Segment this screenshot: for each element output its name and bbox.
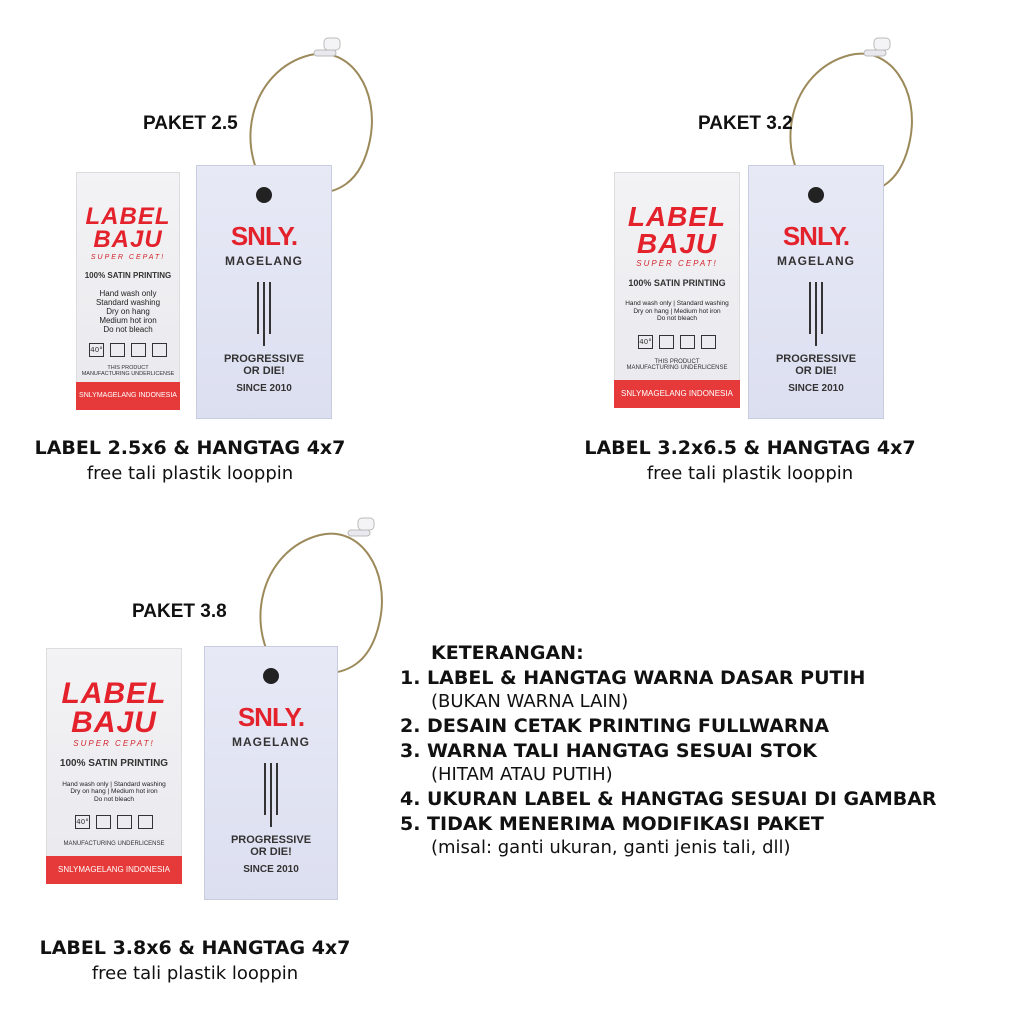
satin-label xyxy=(76,172,180,410)
care-list xyxy=(614,300,740,322)
label-footer-band: SNLYMAGELANG INDONESIA xyxy=(46,856,182,884)
keterangan-item-note: (BUKAN WARNA LAIN) xyxy=(431,691,629,712)
care-line: Hand wash only | Standard washing xyxy=(625,300,729,308)
hangtag-hole-icon xyxy=(256,187,272,203)
care-icons xyxy=(614,335,740,349)
label-tagline: SUPER CEPAT! xyxy=(73,739,155,748)
label-brand-line1: LABEL xyxy=(627,201,727,232)
hangtag-city: MAGELANG xyxy=(777,254,855,268)
caption-main: LABEL 3.8x6 & HANGTAG 4x7 xyxy=(39,937,351,959)
hangtag-hole-icon xyxy=(263,668,279,684)
keterangan-section xyxy=(400,642,1010,858)
care-line: Dry on hang | Medium hot iron xyxy=(70,788,158,796)
tumble-dry-icon xyxy=(131,343,146,357)
care-list xyxy=(76,289,180,335)
hangtag-slogan-2: OR DIE! xyxy=(243,364,285,377)
hangtag xyxy=(196,165,332,419)
care-line: Do not bleach xyxy=(93,795,135,803)
hangtag-logo: SNLY. xyxy=(230,221,298,251)
hangtag-since: SINCE 2010 xyxy=(243,864,299,876)
hangtag-city: MAGELANG xyxy=(232,735,310,749)
satin-label xyxy=(46,648,182,884)
label-tagline: SUPER CEPAT! xyxy=(636,259,718,269)
hangtag-lines-icon xyxy=(196,282,332,346)
wash-40-icon: 40° xyxy=(75,815,90,829)
hangtag xyxy=(204,646,338,900)
iron-icon xyxy=(96,815,111,829)
hangtag-hole-icon xyxy=(808,187,824,203)
no-bleach-icon xyxy=(152,343,167,357)
paket-title: PAKET 2.5 xyxy=(143,113,238,134)
iron-icon xyxy=(110,343,125,357)
tumble-dry-icon xyxy=(117,815,132,829)
care-line: Medium hot iron xyxy=(99,316,157,326)
hangtag-slogan-1: PROGRESSIVE xyxy=(230,834,312,846)
caption-sub: free tali plastik looppin xyxy=(86,463,294,484)
care-line: Hand wash only xyxy=(99,288,157,298)
manufacturing-line: THIS PRODUCT xyxy=(107,364,149,371)
keterangan-item: 1. LABEL & HANGTAG WARNA DASAR PUTIH xyxy=(400,667,866,689)
hangtag-slogan-1: PROGRESSIVE xyxy=(775,353,857,365)
label-brand-line2: BAJU xyxy=(71,705,157,739)
manufacturing-line: MANUFACTURING UNDERLICENSE xyxy=(626,365,728,372)
caption-main: LABEL 3.2x6.5 & HANGTAG 4x7 xyxy=(584,437,916,459)
label-brand-line2: BAJU xyxy=(93,225,163,253)
tumble-dry-icon xyxy=(680,335,695,349)
hangtag-slogan-1: PROGRESSIVE xyxy=(223,353,305,365)
hangtag-slogan-2: OR DIE! xyxy=(250,845,292,858)
wash-40-icon: 40° xyxy=(638,335,653,349)
manufacturing-line: MANUFACTURING UNDERLICENSE xyxy=(63,841,165,848)
hangtag-lines-icon xyxy=(748,282,884,346)
care-icons xyxy=(46,815,182,829)
caption-sub: free tali plastik looppin xyxy=(646,463,854,484)
iron-icon xyxy=(659,335,674,349)
manufacturing-line: THIS PRODUCT xyxy=(654,358,700,365)
label-satin: 100% SATIN PRINTING xyxy=(59,758,169,769)
keterangan-heading: KETERANGAN: xyxy=(431,642,584,664)
label-brand-line1: LABEL xyxy=(61,677,167,710)
hangtag xyxy=(748,165,884,419)
care-list xyxy=(46,781,182,803)
care-line: Hand wash only | Standard washing xyxy=(62,781,166,788)
keterangan-item: 5. TIDAK MENERIMA MODIFIKASI PAKET xyxy=(400,813,824,835)
label-tagline: SUPER CEPAT! xyxy=(90,253,166,261)
care-line: Dry on hang xyxy=(106,306,150,316)
hangtag-lines-icon xyxy=(204,763,338,827)
paket-caption xyxy=(20,937,370,984)
care-line: Dry on hang | Medium hot iron xyxy=(633,307,721,315)
manufacturing-line: MANUFACTURING UNDERLICENSE xyxy=(81,370,175,377)
keterangan-item-note: (HITAM ATAU PUTIH) xyxy=(431,764,613,785)
label-satin: 100% SATIN PRINTING xyxy=(84,270,172,280)
paket-title: PAKET 3.8 xyxy=(132,601,227,622)
care-icons xyxy=(76,343,180,357)
hangtag-logo: SNLY. xyxy=(237,702,305,732)
keterangan-item: 4. UKURAN LABEL & HANGTAG SESUAI DI GAMBAR xyxy=(400,788,937,810)
wash-40-icon: 40° xyxy=(89,343,104,357)
keterangan-item-note: (misal: ganti ukuran, ganti jenis tali, dll) xyxy=(431,837,791,858)
label-brand-line1: LABEL xyxy=(85,203,171,230)
care-line: Do not bleach xyxy=(103,325,153,335)
no-bleach-icon xyxy=(138,815,153,829)
satin-label xyxy=(614,172,740,408)
label-satin: 100% SATIN PRINTING xyxy=(628,278,726,289)
hangtag-logo: SNLY. xyxy=(782,221,850,251)
care-line: Do not bleach xyxy=(656,315,698,323)
label-brand-line2: BAJU xyxy=(636,227,718,259)
paket-title: PAKET 3.2 xyxy=(698,113,793,134)
no-bleach-icon xyxy=(701,335,716,349)
caption-main: LABEL 2.5x6 & HANGTAG 4x7 xyxy=(34,437,346,459)
keterangan-item: 2. DESAIN CETAK PRINTING FULLWARNA xyxy=(400,715,830,737)
keterangan-item: 3. WARNA TALI HANGTAG SESUAI STOK xyxy=(400,740,817,762)
caption-sub: free tali plastik looppin xyxy=(91,963,299,984)
hangtag-city: MAGELANG xyxy=(225,254,303,268)
label-footer-band: SNLYMAGELANG INDONESIA xyxy=(614,380,740,408)
paket-caption xyxy=(20,437,360,484)
hangtag-since: SINCE 2010 xyxy=(236,383,292,395)
hangtag-since: SINCE 2010 xyxy=(788,383,844,395)
care-line: Standard washing xyxy=(95,297,161,307)
label-footer-band: SNLYMAGELANG INDONESIA xyxy=(76,382,180,410)
hangtag-slogan-2: OR DIE! xyxy=(795,364,837,377)
paket-caption xyxy=(560,437,940,484)
